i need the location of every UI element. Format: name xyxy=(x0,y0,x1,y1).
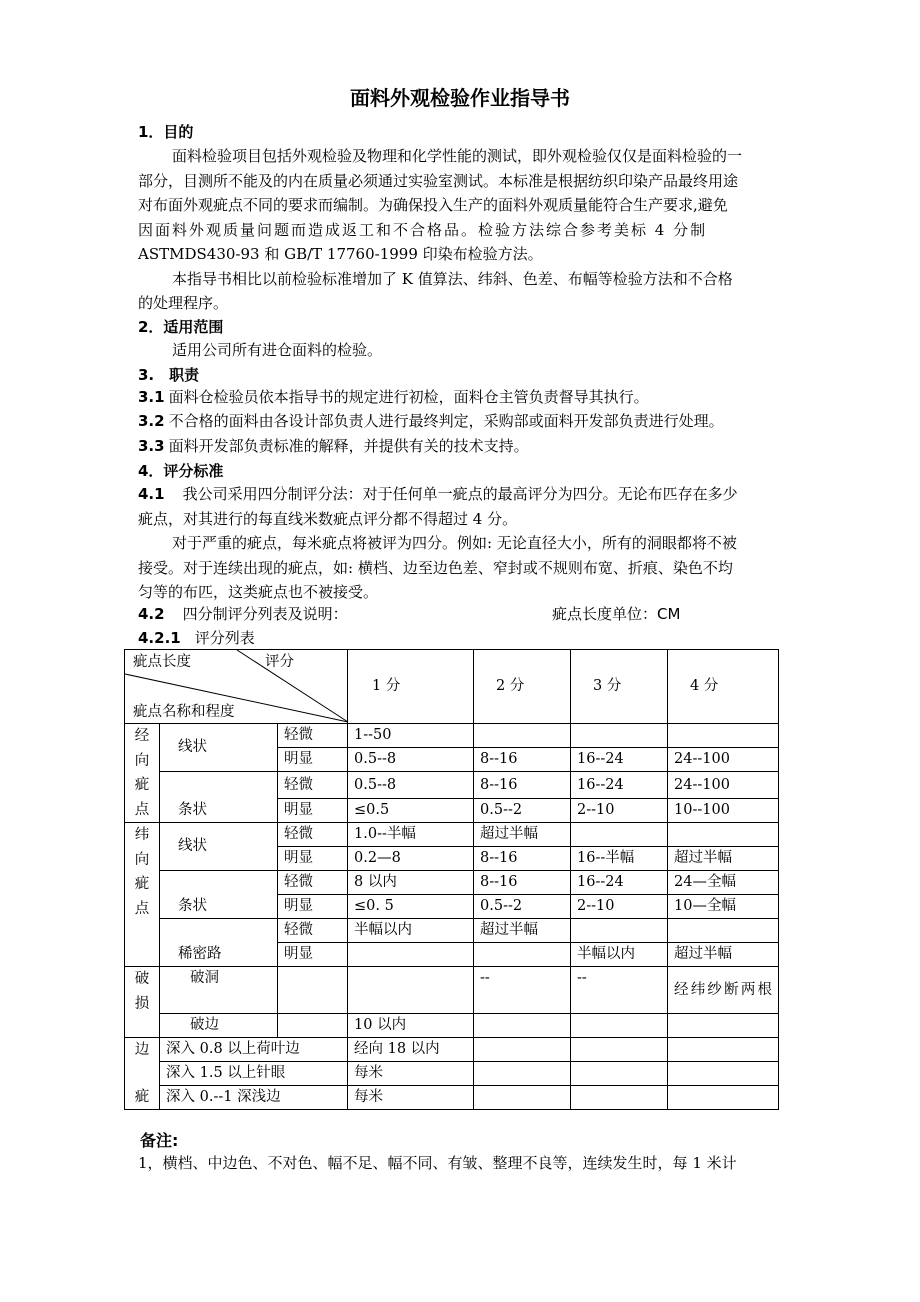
group-damage xyxy=(125,967,160,1038)
cell: 超过半幅 xyxy=(474,919,571,943)
cell: 16--24 xyxy=(571,748,668,772)
cell xyxy=(571,1038,668,1062)
cell: 24--100 xyxy=(668,772,779,799)
cell: 16--24 xyxy=(571,772,668,799)
cell: 0.5--2 xyxy=(474,895,571,919)
group-weft-defect xyxy=(125,823,160,967)
header-score-4: 4 分 xyxy=(668,650,779,724)
type-broken-edge: 破边 xyxy=(160,1014,278,1038)
degree-slight: 轻微 xyxy=(278,772,348,799)
degree-obvious: 明显 xyxy=(278,943,348,967)
cell xyxy=(474,1086,571,1110)
cell xyxy=(571,823,668,847)
cell: -- xyxy=(474,967,571,1014)
group-char: 向 xyxy=(134,752,150,769)
degree-obvious: 明显 xyxy=(278,799,348,823)
group-char: 经 xyxy=(134,728,150,744)
type-linear: 线状 xyxy=(160,724,278,772)
cell: 2--10 xyxy=(571,799,668,823)
cell xyxy=(571,1062,668,1086)
group-char: 破 xyxy=(134,971,150,987)
cell: 8--16 xyxy=(474,748,571,772)
item-number: 3.3 xyxy=(138,437,165,455)
type-linear: 线状 xyxy=(160,823,278,871)
cell: 超过半幅 xyxy=(668,943,779,967)
item-number: 3.2 xyxy=(138,412,165,430)
cell: 经向 18 以内 xyxy=(348,1038,474,1062)
cell xyxy=(348,943,474,967)
item-text: 面料仓检验员依本指导书的规定进行初检，面料仓主管负责督导其执行。 xyxy=(168,388,649,406)
degree-slight: 轻微 xyxy=(278,724,348,748)
group-char: 向 xyxy=(134,851,150,868)
cell xyxy=(668,1062,779,1086)
cell: 1.0--半幅 xyxy=(348,823,474,847)
cell: 超过半幅 xyxy=(668,847,779,871)
item-number: 3.1 xyxy=(138,388,165,406)
para-line: 本指导书相比以前检验标准增加了 K 值算法、纬斜、色差、布幅等检验方法和不合格 xyxy=(172,269,733,288)
cell: 16--半幅 xyxy=(571,847,668,871)
group-warp-defect xyxy=(125,724,160,823)
duty-item xyxy=(138,435,529,456)
section-1-heading: 1．目的 xyxy=(138,123,194,141)
degree-obvious: 明显 xyxy=(278,895,348,919)
duty-item xyxy=(138,410,724,431)
cell: 0.5--8 xyxy=(348,748,474,772)
group-char: 疵 xyxy=(134,1088,150,1105)
item-text: 面料开发部负责标准的解释，并提供有关的技术支持。 xyxy=(168,437,529,455)
group-char: 疵 xyxy=(134,777,150,793)
header-score: 评分 xyxy=(265,654,294,670)
cell: 超过半幅 xyxy=(474,823,571,847)
cell: 每米 xyxy=(348,1086,474,1110)
cell xyxy=(668,1014,779,1038)
cell: 8--16 xyxy=(474,847,571,871)
cell xyxy=(571,1086,668,1110)
group-char: 边 xyxy=(134,1042,150,1058)
type-strip: 条状 xyxy=(160,871,278,919)
table-header-diagonal-cell xyxy=(125,650,348,724)
section-3-heading: 3. 职责 xyxy=(138,366,200,384)
para-line: 因面料外观质量问题而造成返工和不合格品。检验方法综合参考美标 4 分制 xyxy=(138,220,708,239)
para-line: 的处理程序。 xyxy=(138,294,229,312)
cell xyxy=(571,919,668,943)
group-char: 纬 xyxy=(134,827,150,843)
cell: 10--100 xyxy=(668,799,779,823)
header-defect-name: 疵点名称和程度 xyxy=(133,704,235,720)
para-text: 我公司采用四分制评分法：对于任何单一疵点的最高评分为四分。无论布匹存在多少 xyxy=(182,485,738,503)
edge-type: 深入 1.5 以上针眼 xyxy=(160,1062,348,1086)
item-text: 四分制评分列表及说明： xyxy=(182,605,348,623)
para-line: ASTMDS430-93 和 GB/T 17760-1999 印染布检验方法。 xyxy=(138,245,543,263)
edge-type: 深入 0.8 以上荷叶边 xyxy=(160,1038,348,1062)
type-strip: 条状 xyxy=(160,772,278,823)
cell xyxy=(474,943,571,967)
section-2-heading: 2．适用范围 xyxy=(138,318,224,336)
item-number: 4.2.1 xyxy=(138,629,181,647)
group-char: 点 xyxy=(134,801,150,818)
score-table xyxy=(124,649,779,1110)
cell: 8--16 xyxy=(474,772,571,799)
cell xyxy=(474,1062,571,1086)
section-4-2-line xyxy=(138,603,348,624)
item-text: 评分列表 xyxy=(194,629,255,647)
cell: 24—全幅 xyxy=(668,871,779,895)
group-char: 疵 xyxy=(134,876,150,892)
edge-type: 深入 0.--1 深浅边 xyxy=(160,1086,348,1110)
cell xyxy=(474,724,571,748)
cell: 8--16 xyxy=(474,871,571,895)
section-4-heading: 4．评分标准 xyxy=(138,462,224,480)
cell: 1--50 xyxy=(348,724,474,748)
header-score-3: 3 分 xyxy=(571,650,668,724)
cell: 半幅以内 xyxy=(348,919,474,943)
cell: 0.5--8 xyxy=(348,772,474,799)
header-score-1: 1 分 xyxy=(348,650,474,724)
cell xyxy=(278,967,348,1014)
para-line: 面料检验项目包括外观检验及物理和化学性能的测试，即外观检验仅仅是面料检验的一 xyxy=(172,147,743,165)
group-edge-defect xyxy=(125,1038,160,1110)
degree-slight: 轻微 xyxy=(278,871,348,895)
cell: 半幅以内 xyxy=(571,943,668,967)
cell xyxy=(571,724,668,748)
para-line xyxy=(138,482,786,507)
cell: ≤0. 5 xyxy=(348,895,474,919)
cell: 2--10 xyxy=(571,895,668,919)
para-line: 疵点，对其进行的每直线米数疵点评分都不得超过 4 分。 xyxy=(138,509,518,528)
item-number: 4.2 xyxy=(138,605,165,623)
item-number: 4.1 xyxy=(138,485,165,503)
cell xyxy=(668,724,779,748)
cell xyxy=(668,1038,779,1062)
cell: 16--24 xyxy=(571,871,668,895)
cell xyxy=(668,823,779,847)
cell xyxy=(474,1038,571,1062)
type-hole: 破洞 xyxy=(160,967,278,1014)
para-line: 对布面外观疵点不同的要求而编制。为确保投入生产的面料外观质量能符合生产要求,避免 xyxy=(138,196,728,214)
para-line: 部分，目测所不能及的内在质量必须通过实验室测试。本标准是根据纺织印染产品最终用途 xyxy=(138,171,739,190)
cell xyxy=(348,967,474,1014)
duty-item xyxy=(138,386,649,407)
cell: 10 以内 xyxy=(348,1014,474,1038)
cell: -- xyxy=(571,967,668,1014)
degree-obvious: 明显 xyxy=(278,748,348,772)
degree-obvious: 明显 xyxy=(278,847,348,871)
unit-note: 疵点长度单位：CM xyxy=(552,605,681,623)
header-defect-length: 疵点长度 xyxy=(133,654,191,670)
cell xyxy=(668,919,779,943)
cell xyxy=(474,1014,571,1038)
para-line: 对于严重的疵点，每米疵点将被评为四分。例如: 无论直径大小，所有的洞眼都将不被 xyxy=(172,534,737,552)
type-density-bar: 稀密路 xyxy=(160,919,278,967)
notes-line: 1，横档、中边色、不对色、幅不足、幅不同、有皱、整理不良等，连续发生时，每 1 米计 xyxy=(138,1154,737,1172)
cell xyxy=(668,1086,779,1110)
item-text: 不合格的面料由各设计部负责人进行最终判定，采购部或面料开发部负责进行处理。 xyxy=(168,412,724,430)
cell: 0.5--2 xyxy=(474,799,571,823)
cell xyxy=(278,1014,348,1038)
cell xyxy=(571,1014,668,1038)
section-4-2-1-line xyxy=(138,627,255,648)
degree-slight: 轻微 xyxy=(278,823,348,847)
section-2-text: 适用公司所有进仓面料的检验。 xyxy=(172,341,383,359)
notes-heading: 备注: xyxy=(140,1131,179,1150)
header-score-2: 2 分 xyxy=(474,650,571,724)
section-4-1-body xyxy=(138,482,786,605)
cell: 8 以内 xyxy=(348,871,474,895)
group-char: 点 xyxy=(134,900,150,917)
cell: 24--100 xyxy=(668,748,779,772)
cell: 10—全幅 xyxy=(668,895,779,919)
group-char: 损 xyxy=(134,995,150,1012)
section-1-body xyxy=(138,144,786,316)
document-title: 面料外观检验作业指导书 xyxy=(350,86,570,110)
para-line: 接受。对于连续出现的疵点，如: 横档、边至边色差、窄封或不规则布宽、折痕、染色不均 xyxy=(138,558,733,577)
cell: 0.2—8 xyxy=(348,847,474,871)
degree-slight: 轻微 xyxy=(278,919,348,943)
cell: 经纬纱断两根 xyxy=(668,967,779,1014)
cell: 每米 xyxy=(348,1062,474,1086)
cell: ≤0.5 xyxy=(348,799,474,823)
para-line: 匀等的布匹，这类疵点也不被接受。 xyxy=(138,583,379,601)
